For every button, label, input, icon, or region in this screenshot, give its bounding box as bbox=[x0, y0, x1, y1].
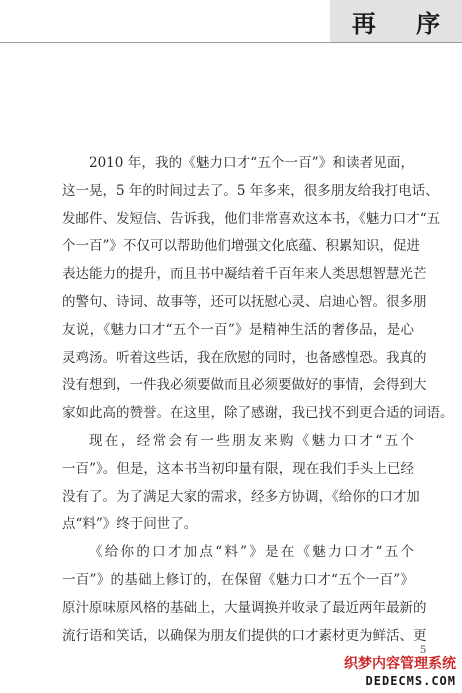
text-line: 个一百”》不仅可以帮助他们增强文化底蕴、积累知识，促进 bbox=[62, 238, 420, 255]
watermark-url: DEDECMS.COM bbox=[365, 674, 456, 688]
text-line: 这一晃，5 年的时间过去了。5 年多来，很多朋友给我打电话、 bbox=[62, 182, 439, 199]
text-line: 没有想到，一件我必须要做而且必须要做好的事情，会得到大 bbox=[62, 377, 427, 394]
text-line: 的警句、诗词、故事等，还可以抚慰心灵、启迪心智。很多朋 bbox=[62, 293, 427, 310]
text-line: 原汁原味原风格的基础上，大量调换并收录了最近两年最新的 bbox=[62, 599, 427, 616]
text-line: 流行语和笑话，以确保为朋友们提供的口才素材更为鲜活、更 bbox=[62, 627, 427, 644]
chapter-title: 再 序 bbox=[351, 8, 457, 38]
chapter-title-box bbox=[330, 0, 462, 42]
watermark-logo bbox=[344, 655, 456, 689]
text-line: 《给你的口才加点“料”》是在《魅力口才“五个 bbox=[89, 544, 414, 561]
text-line: 友说，《魅力口才“五个一百”》是精神生活的奢侈品，是心 bbox=[62, 321, 414, 338]
body-text bbox=[62, 150, 454, 650]
watermark-title: 织梦内容管理系统 bbox=[344, 656, 456, 672]
page-number: 5 bbox=[420, 645, 427, 656]
text-line: 现在，经常会有一些朋友来购《魅力口才“五个 bbox=[89, 432, 414, 449]
text-line: 家如此高的赞誉。在这里，除了感谢，我已找不到更合适的词语。 bbox=[62, 405, 454, 422]
chapter-header bbox=[0, 0, 462, 43]
text-line: 一百”》。但是，这本书当初印量有限，现在我们手头上已经 bbox=[62, 460, 414, 477]
text-line: 2010 年，我的《魅力口才“五个一百”》和读者见面， bbox=[89, 155, 414, 171]
text-line: 灵鸡汤。听着这些话，我在欣慰的同时，也备感惶恐。我真的 bbox=[62, 349, 427, 366]
text-line: 一百”》的基础上修订的，在保留《魅力口才“五个一百”》 bbox=[62, 571, 414, 588]
text-line: 发邮件、发短信、告诉我，他们非常喜欢这本书，《魅力口才“五 bbox=[62, 210, 441, 227]
text-line: 没有了。为了满足大家的需求，经多方协调，《给你的口才加 bbox=[62, 488, 420, 505]
text-line: 表达能力的提升，而且书中凝结着千百年来人类思想智慧光芒 bbox=[62, 266, 427, 283]
text-line: 点“料”》终于问世了。 bbox=[62, 516, 198, 533]
